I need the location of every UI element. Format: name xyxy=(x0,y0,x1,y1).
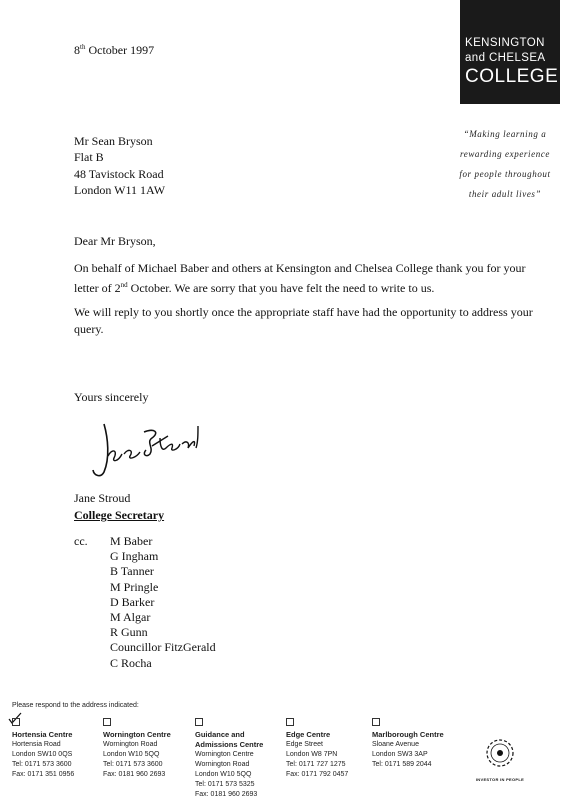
office-line: London W8 7PN xyxy=(286,751,338,758)
checkbox-icon xyxy=(286,718,294,726)
signer-title: College Secretary xyxy=(74,508,165,522)
office-line: Hortensia Road xyxy=(12,741,61,748)
college-motto xyxy=(450,124,560,204)
office-line: London SW10 0QS xyxy=(12,751,73,758)
office-line: Wornington Road xyxy=(195,761,250,768)
office-name: Guidance and Admissions Centre xyxy=(195,730,264,749)
office-line: Wornington Centre xyxy=(195,751,254,758)
motto-line: their adult lives” xyxy=(468,189,542,199)
office-name: Edge Centre xyxy=(286,730,331,739)
office-line: London W10 5QQ xyxy=(195,771,252,778)
address-line: 48 Tavistock Road xyxy=(74,166,164,181)
office-edge xyxy=(286,718,386,780)
signer-block xyxy=(74,490,164,524)
office-line: Wornington Road xyxy=(103,741,158,748)
cc-list xyxy=(110,534,216,671)
office-line: Sloane Avenue xyxy=(372,741,419,748)
cc-item: M Baber xyxy=(110,534,153,548)
date-suffix: th xyxy=(80,43,86,51)
address-line: Flat B xyxy=(74,150,104,165)
salutation: Dear Mr Bryson, xyxy=(74,234,156,248)
office-line: Tel: 0171 573 3600 xyxy=(103,761,163,768)
address-line: London W11 1AW xyxy=(74,182,166,197)
office-line: Fax: 0171 351 0956 xyxy=(12,771,75,778)
cc-item: Councillor FitzGerald xyxy=(110,640,216,655)
office-guidance xyxy=(195,718,275,800)
cc-item: B Tanner xyxy=(110,564,154,579)
date-day: 8 xyxy=(74,43,80,57)
cc-item: G Ingham xyxy=(110,549,159,564)
office-line: Tel: 0171 573 5325 xyxy=(195,781,255,788)
motto-line: for people throughout xyxy=(459,169,551,179)
signer-name: Jane Stroud xyxy=(74,491,131,505)
checkbox-icon xyxy=(372,718,380,726)
office-marlborough xyxy=(372,718,472,770)
logo-line-3: COLLEGE xyxy=(465,66,559,87)
office-line: Fax: 0181 960 2693 xyxy=(103,771,166,778)
office-line: London SW3 3AP xyxy=(372,751,428,758)
office-line: Fax: 0171 792 0457 xyxy=(286,771,349,778)
recipient-address xyxy=(74,133,165,198)
cc-item: M Algar xyxy=(110,610,151,625)
office-name: Marlborough Centre xyxy=(372,730,444,739)
address-line: Mr Sean Bryson xyxy=(74,134,153,148)
cc-item: R Gunn xyxy=(110,625,148,640)
letter-date xyxy=(74,43,154,58)
investor-label: INVESTOR IN PEOPLE xyxy=(475,777,525,782)
respond-instruction: Please respond to the address indicated: xyxy=(12,702,139,709)
handwritten-signature xyxy=(90,418,210,484)
checkbox-icon xyxy=(103,718,111,726)
paragraph-1-text-end: October. We are sorry that you have felt the need to write to us. xyxy=(127,281,435,295)
laurel-wreath-icon xyxy=(483,736,517,770)
office-hortensia xyxy=(12,718,112,780)
cc-item: D Barker xyxy=(110,594,155,609)
paragraph-1 xyxy=(74,260,544,297)
office-line: Tel: 0171 573 3600 xyxy=(12,761,72,768)
office-line: London W10 5QQ xyxy=(103,751,160,758)
office-line: Fax: 0181 960 2693 xyxy=(195,791,258,798)
office-line: Tel: 0171 589 2044 xyxy=(372,761,432,768)
cc-item: M Pringle xyxy=(110,579,159,594)
checkbox-icon xyxy=(195,718,203,726)
closing: Yours sincerely xyxy=(74,390,149,404)
paragraph-2: We will reply to you shortly once the appropriate staff have had the opportunity to address your query. xyxy=(74,305,533,336)
checkbox-icon xyxy=(12,718,20,726)
college-logo xyxy=(460,0,560,104)
date-rest: October 1997 xyxy=(85,43,155,57)
office-line: Edge Street xyxy=(286,741,323,748)
office-wornington xyxy=(103,718,203,780)
paragraph-1-sup: nd xyxy=(120,281,128,289)
logo-line-1: KENSINGTON xyxy=(465,37,545,49)
office-name: Hortensia Centre xyxy=(12,730,73,739)
office-line: Tel: 0171 727 1275 xyxy=(286,761,346,768)
motto-line: “Making learning a xyxy=(463,129,547,139)
office-name: Wornington Centre xyxy=(103,730,171,739)
cc-item: C Rocha xyxy=(110,655,152,670)
cc-label: cc. xyxy=(74,534,88,548)
paragraph-1-text: On behalf of Michael Baber and others at Kensington and Chelsea College thank you for your letter of 2 xyxy=(74,261,526,295)
logo-line-2: and CHELSEA xyxy=(465,52,546,64)
investor-in-people-logo xyxy=(465,736,535,782)
motto-line: rewarding experience xyxy=(459,149,551,159)
